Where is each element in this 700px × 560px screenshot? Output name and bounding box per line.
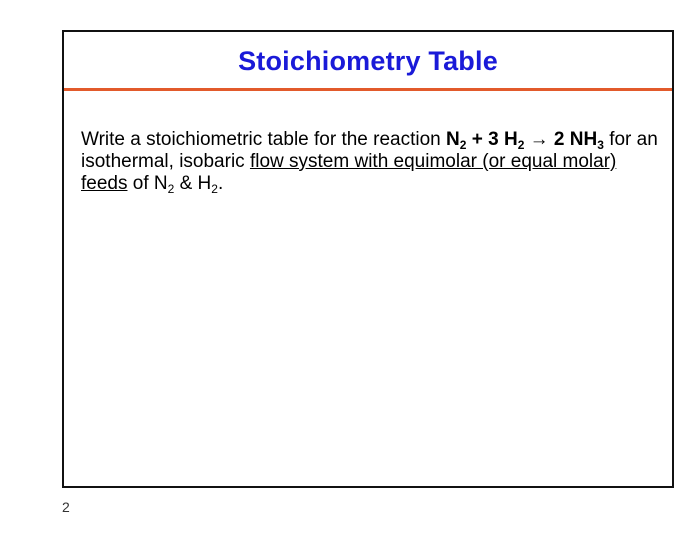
reactant-h: H xyxy=(503,129,518,150)
page-number: 2 xyxy=(62,499,70,515)
slide-title: Stoichiometry Table xyxy=(238,46,498,76)
reaction-equation xyxy=(446,129,604,150)
feed-n-subscript: 2 xyxy=(167,182,175,196)
feed-n: N xyxy=(153,173,168,194)
problem-statement xyxy=(81,129,661,195)
product-nh-subscript: 3 xyxy=(597,138,604,152)
underlined-phrase: flow system with equimolar (or equal molar) feeds xyxy=(81,151,617,194)
feed-h-subscript: 2 xyxy=(211,182,218,196)
title-divider xyxy=(64,88,672,91)
reactant-h-subscript: 2 xyxy=(517,138,525,152)
product-nh: NH xyxy=(569,129,598,150)
reactant-n: N xyxy=(446,129,460,150)
plus-coefficient: + 3 xyxy=(466,129,504,150)
slide xyxy=(62,30,674,488)
conditions-text: for an isothermal, isobaric xyxy=(81,129,658,172)
intro-text: Write a stoichiometric table for the reaction xyxy=(81,129,441,150)
reaction-arrow: → 2 xyxy=(524,129,570,150)
feed-h: H xyxy=(197,173,212,194)
period: . xyxy=(217,173,224,194)
of-text: of xyxy=(127,173,154,194)
reactant-n-subscript: 2 xyxy=(459,138,467,152)
ampersand: & xyxy=(174,173,198,194)
